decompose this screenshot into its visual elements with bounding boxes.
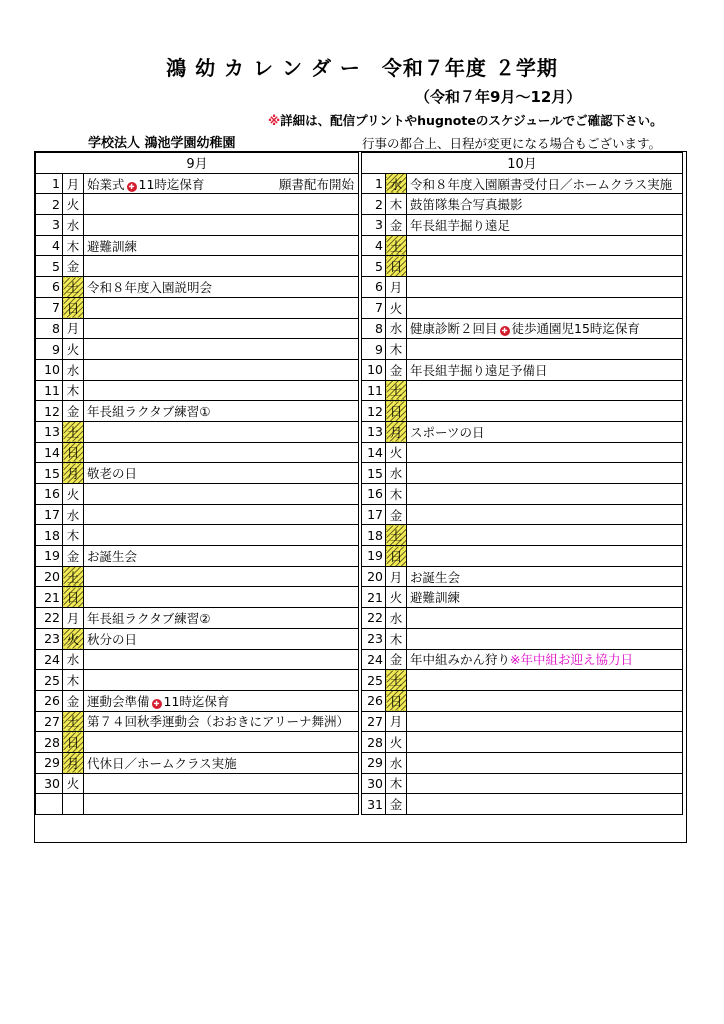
day-number: 26	[36, 690, 63, 711]
event-note-right: 願書配布開始	[278, 176, 354, 192]
event-text: 避難訓練	[87, 238, 138, 254]
day-number: 16	[362, 484, 386, 505]
weekday: 土	[63, 277, 84, 298]
day-number: 22	[362, 608, 386, 629]
weekday: 金	[386, 794, 407, 815]
star-icon: ✚	[152, 699, 162, 709]
day-number: 2	[36, 194, 63, 215]
weekday: 月	[63, 173, 84, 194]
weekday: 月	[386, 566, 407, 587]
day-number: 18	[36, 525, 63, 546]
day-number: 6	[36, 277, 63, 298]
event-text: 第７４回秋季運動会（おおきにアリーナ舞洲）	[87, 714, 350, 730]
day-number: 4	[362, 235, 386, 256]
day-number: 19	[362, 546, 386, 567]
day-number: 23	[36, 628, 63, 649]
day-number: 5	[36, 256, 63, 277]
school-name: 学校法人 鴻池学園幼稚園	[88, 136, 236, 151]
day-number: 21	[362, 587, 386, 608]
day-number: 20	[362, 566, 386, 587]
weekday: 金	[63, 546, 84, 567]
weekday: 金	[386, 504, 407, 525]
month-header: 9月	[36, 153, 359, 174]
calendar-frame	[34, 151, 687, 843]
day-number: 17	[36, 504, 63, 525]
day-number: 17	[362, 504, 386, 525]
weekday: 土	[63, 421, 84, 442]
weekday: 金	[386, 215, 407, 236]
day-number: 22	[36, 608, 63, 629]
weekday: 水	[386, 752, 407, 773]
weekday: 火	[63, 628, 84, 649]
day-number: 9	[362, 339, 386, 360]
page-title: 鴻 幼 カ レ ン ダ ー 令和７年度 ２学期	[166, 56, 558, 80]
event-text: スポーツの日	[410, 424, 485, 440]
event-text: 年中組みかん狩り	[410, 652, 511, 668]
event-text: 運動会準備	[87, 693, 150, 709]
weekday: 日	[63, 732, 84, 753]
day-number: 28	[36, 732, 63, 753]
weekday: 土	[63, 711, 84, 732]
day-number: 31	[362, 794, 386, 815]
weekday: 木	[386, 628, 407, 649]
event-text: 始業式	[87, 176, 125, 192]
day-number: 10	[362, 359, 386, 380]
weekday: 金	[63, 690, 84, 711]
weekday: 火	[63, 339, 84, 360]
event-text: お誕生会	[410, 569, 461, 585]
day-number: 8	[362, 318, 386, 339]
day-number: 24	[36, 649, 63, 670]
day-number: 27	[36, 711, 63, 732]
event-text: 年長組ラクタブ練習②	[87, 610, 211, 626]
weekday: 火	[63, 484, 84, 505]
day-number: 5	[362, 256, 386, 277]
day-number: 14	[362, 442, 386, 463]
weekday: 金	[63, 256, 84, 277]
weekday: 日	[386, 256, 407, 277]
weekday: 土	[386, 235, 407, 256]
day-number: 27	[362, 711, 386, 732]
day-number: 30	[36, 773, 63, 794]
day-number: 25	[36, 670, 63, 691]
weekday: 火	[386, 297, 407, 318]
day-number: 11	[36, 380, 63, 401]
day-number: 7	[36, 297, 63, 318]
weekday: 木	[386, 194, 407, 215]
day-number: 13	[36, 421, 63, 442]
weekday: 月	[63, 318, 84, 339]
weekday: 水	[386, 173, 407, 194]
day-number: 14	[36, 442, 63, 463]
day-number: 20	[36, 566, 63, 587]
day-number: 28	[362, 732, 386, 753]
weekday: 日	[386, 546, 407, 567]
weekday: 火	[386, 587, 407, 608]
day-number: 6	[362, 277, 386, 298]
event-highlight: ※年中組お迎え協力日	[510, 652, 633, 668]
event-text-secondary: 徒歩通園児15時迄保育	[511, 321, 640, 337]
schedule-change-note: 行事の都合上、日程が変更になる場合もございます。	[362, 136, 662, 151]
weekday: 水	[386, 608, 407, 629]
day-number: 12	[36, 401, 63, 422]
day-number: 11	[362, 380, 386, 401]
weekday: 月	[63, 608, 84, 629]
weekday: 水	[386, 463, 407, 484]
day-number: 29	[362, 752, 386, 773]
event-text: 年長組ラクタブ練習①	[87, 404, 211, 420]
event-text: 令和８年度入園説明会	[87, 279, 213, 295]
weekday: 月	[386, 277, 407, 298]
weekday: 木	[63, 235, 84, 256]
day-number: 4	[36, 235, 63, 256]
day-number: 30	[362, 773, 386, 794]
event-text: 避難訓練	[410, 590, 461, 606]
day-number: 10	[36, 359, 63, 380]
weekday: 木	[386, 773, 407, 794]
weekday: 日	[63, 297, 84, 318]
month-header: 10月	[362, 153, 683, 174]
weekday: 月	[386, 711, 407, 732]
weekday: 水	[63, 359, 84, 380]
day-number: 7	[362, 297, 386, 318]
page-subtitle: （令和７年9月〜12月）	[415, 88, 582, 106]
event-text: 年長組芋掘り遠足予備日	[410, 362, 548, 378]
weekday: 日	[63, 442, 84, 463]
event-text: 代休日／ホームクラス実施	[87, 755, 237, 771]
weekday: 木	[63, 670, 84, 691]
day-number: 16	[36, 484, 63, 505]
weekday: 木	[386, 339, 407, 360]
star-icon: ✚	[127, 182, 137, 192]
day-number: 19	[36, 546, 63, 567]
weekday: 土	[386, 380, 407, 401]
day-number: 1	[36, 173, 63, 194]
weekday: 木	[386, 484, 407, 505]
day-number: 23	[362, 628, 386, 649]
weekday: 木	[63, 380, 84, 401]
event-text: 鼓笛隊集合写真撮影	[410, 197, 523, 213]
day-number: 13	[362, 421, 386, 442]
note-mark: ※	[268, 113, 281, 128]
event-text: 秋分の日	[87, 631, 138, 647]
day-number: 21	[36, 587, 63, 608]
weekday: 水	[63, 215, 84, 236]
weekday: 月	[63, 752, 84, 773]
weekday: 日	[63, 587, 84, 608]
weekday: 金	[386, 359, 407, 380]
day-number: 18	[362, 525, 386, 546]
day-number: 25	[362, 670, 386, 691]
weekday: 火	[63, 773, 84, 794]
event-text: 敬老の日	[87, 466, 138, 482]
day-number: 1	[362, 173, 386, 194]
event-text: お誕生会	[87, 548, 138, 564]
weekday: 土	[63, 566, 84, 587]
day-number: 3	[36, 215, 63, 236]
day-number: 29	[36, 752, 63, 773]
weekday: 木	[63, 525, 84, 546]
weekday: 火	[63, 194, 84, 215]
day-number: 12	[362, 401, 386, 422]
event-text: 健康診断２回目	[410, 321, 498, 337]
weekday: 火	[386, 442, 407, 463]
day-number: 26	[362, 690, 386, 711]
day-number: 2	[362, 194, 386, 215]
weekday: 水	[63, 504, 84, 525]
event-text: 年長組芋掘り遠足	[410, 217, 511, 233]
weekday: 水	[386, 318, 407, 339]
details-note	[268, 111, 663, 129]
weekday: 土	[386, 670, 407, 691]
day-number: 9	[36, 339, 63, 360]
weekday: 月	[386, 421, 407, 442]
day-number: 15	[36, 463, 63, 484]
weekday: 日	[386, 401, 407, 422]
weekday: 月	[63, 463, 84, 484]
day-number: 24	[362, 649, 386, 670]
event-text-secondary: 11時迄保育	[163, 693, 230, 709]
day-number: 15	[362, 463, 386, 484]
weekday: 土	[386, 525, 407, 546]
weekday: 金	[386, 649, 407, 670]
weekday: 水	[63, 649, 84, 670]
day-number: 3	[362, 215, 386, 236]
weekday: 日	[386, 690, 407, 711]
weekday: 火	[386, 732, 407, 753]
event-text-secondary: 11時迄保育	[138, 176, 205, 192]
day-number: 8	[36, 318, 63, 339]
star-icon: ✚	[500, 326, 510, 336]
event-text: 令和８年度入園願書受付日／ホームクラス実施	[410, 176, 673, 192]
weekday: 金	[63, 401, 84, 422]
note-detail-text: 詳細は、配信プリントやhugnoteのスケジュールでご確認下さい。	[280, 113, 663, 128]
